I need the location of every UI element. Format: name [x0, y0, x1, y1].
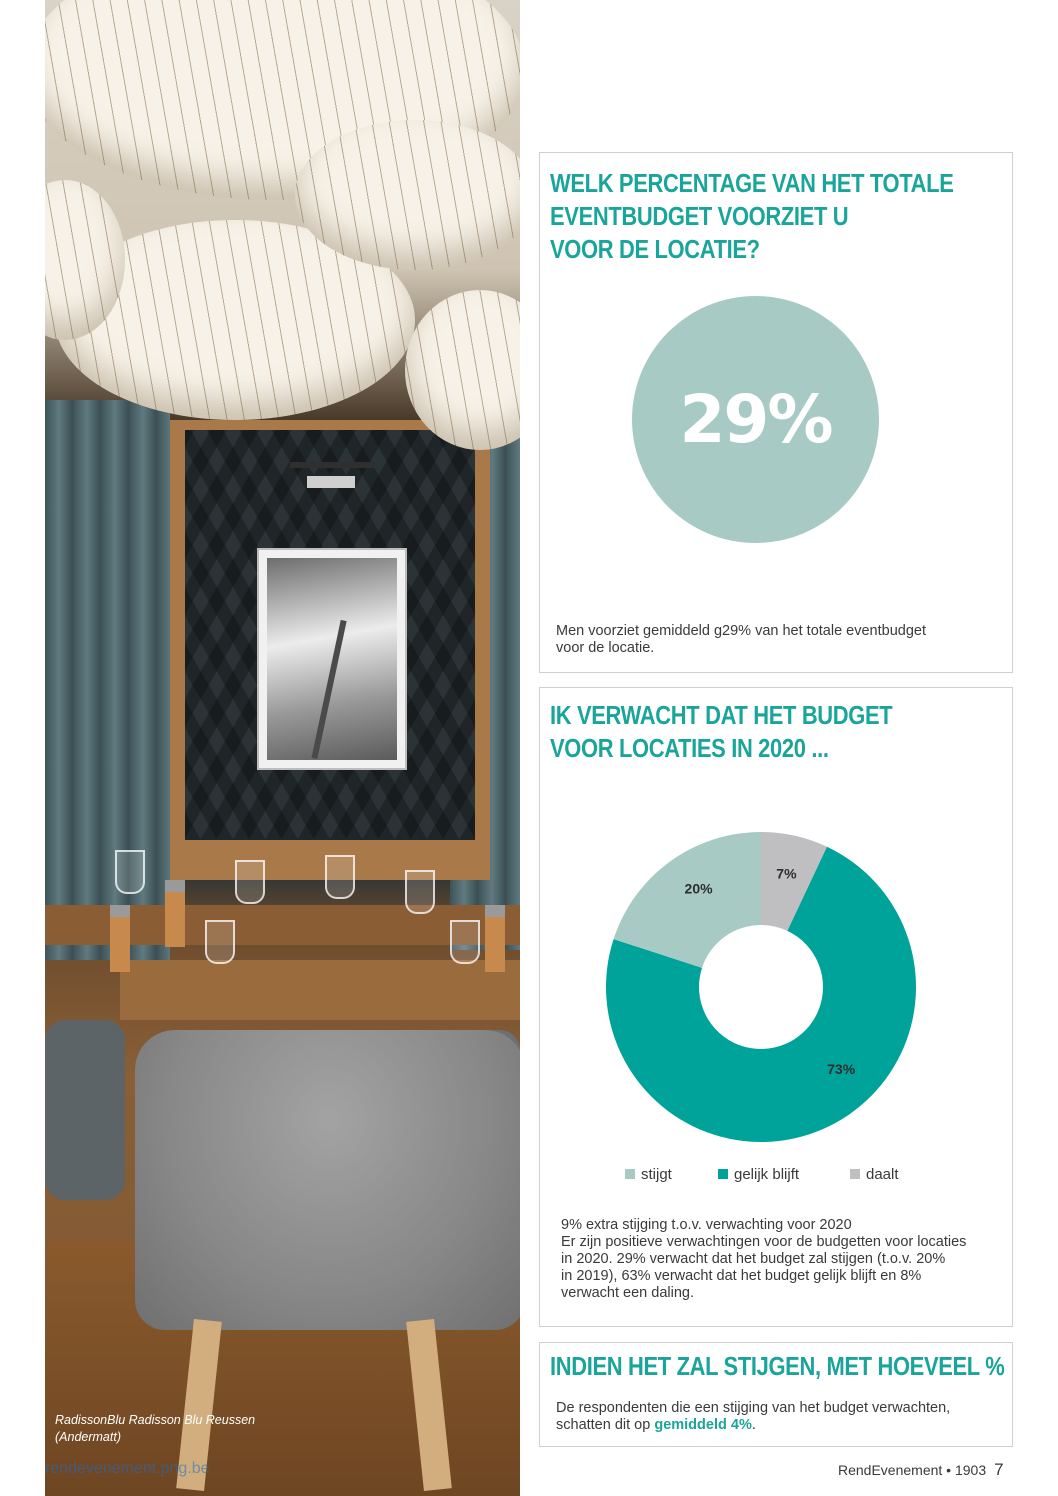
legend-item-daalt: daalt — [850, 1166, 899, 1183]
table — [120, 960, 520, 1020]
legend-swatch — [850, 1169, 860, 1179]
donut-chart — [603, 829, 919, 1145]
restaurant-photo — [45, 0, 520, 1496]
wine-glass — [205, 920, 235, 964]
wine-glass — [115, 850, 145, 894]
section-title: INDIEN HET ZAL STIJGEN, MET HOEVEEL % — [550, 1353, 1005, 1381]
picture-lamp — [290, 462, 375, 468]
legend-item-gelijk-blijft: gelijk blijft — [718, 1166, 799, 1183]
page-number: 7 — [994, 1460, 1004, 1479]
highlight-value: gemiddeld 4% — [654, 1417, 752, 1433]
upholstered-chair — [135, 1030, 520, 1330]
ceiling-lamp — [295, 120, 520, 270]
section-title: WELK PERCENTAGE VAN HET TOTALE EVENTBUDGET VOORZIET U VOOR DE LOCATIE? — [550, 170, 954, 264]
section-title: IK VERWACHT DAT HET BUDGET VOOR LOCATIES IN 2020 ... — [550, 702, 893, 763]
chair — [45, 1020, 125, 1200]
wine-glass — [450, 920, 480, 964]
legend-swatch — [718, 1169, 728, 1179]
watermark-link[interactable]: rendevenement.png.be — [45, 1460, 210, 1477]
section-body: Men voorziet gemiddeld g29% van het totale eventbudget voor de locatie. — [556, 623, 926, 656]
wine-glass — [325, 855, 355, 899]
donut-label-daalt: 7% — [776, 865, 797, 882]
framed-mountain-picture — [257, 548, 407, 770]
pepper-grinder — [485, 905, 505, 972]
donut-label-gelijk-blijft: 73% — [827, 1060, 856, 1077]
body-subheading: 9% extra stijging t.o.v. verwachting voor 2020 — [561, 1217, 852, 1233]
wine-glass — [405, 870, 435, 914]
pepper-grinder — [110, 905, 130, 972]
big-percentage: 29% — [679, 381, 832, 458]
legend-swatch — [625, 1169, 635, 1179]
section-body: De respondenten die een stijging van het budget verwachten, schatten dit op gemiddeld 4%. — [556, 1400, 951, 1433]
photo-caption: RadissonBlu Radisson Blu Reussen (Andermatt) — [55, 1413, 256, 1444]
curtain-left — [45, 400, 170, 960]
wine-glass — [235, 860, 265, 904]
page-footer — [838, 1460, 1004, 1480]
donut-label-stijgt: 20% — [684, 880, 713, 897]
picture-lamp-shade — [307, 476, 355, 488]
legend-item-stijgt: stijgt — [625, 1166, 672, 1183]
publication-name: RendEvenement • 1903 — [838, 1462, 987, 1478]
pepper-grinder — [165, 880, 185, 947]
section-body: 9% extra stijging t.o.v. verwachting voor 2020 Er zijn positieve verwachtingen voor de budgetten voor locaties in 2020. 29% verwacht dat het budget zal stijgen (t.o.v. 20% in 2019), 63% verwacht dat het budget gelijk blijft en 8% verwacht een daling. — [561, 1217, 979, 1302]
